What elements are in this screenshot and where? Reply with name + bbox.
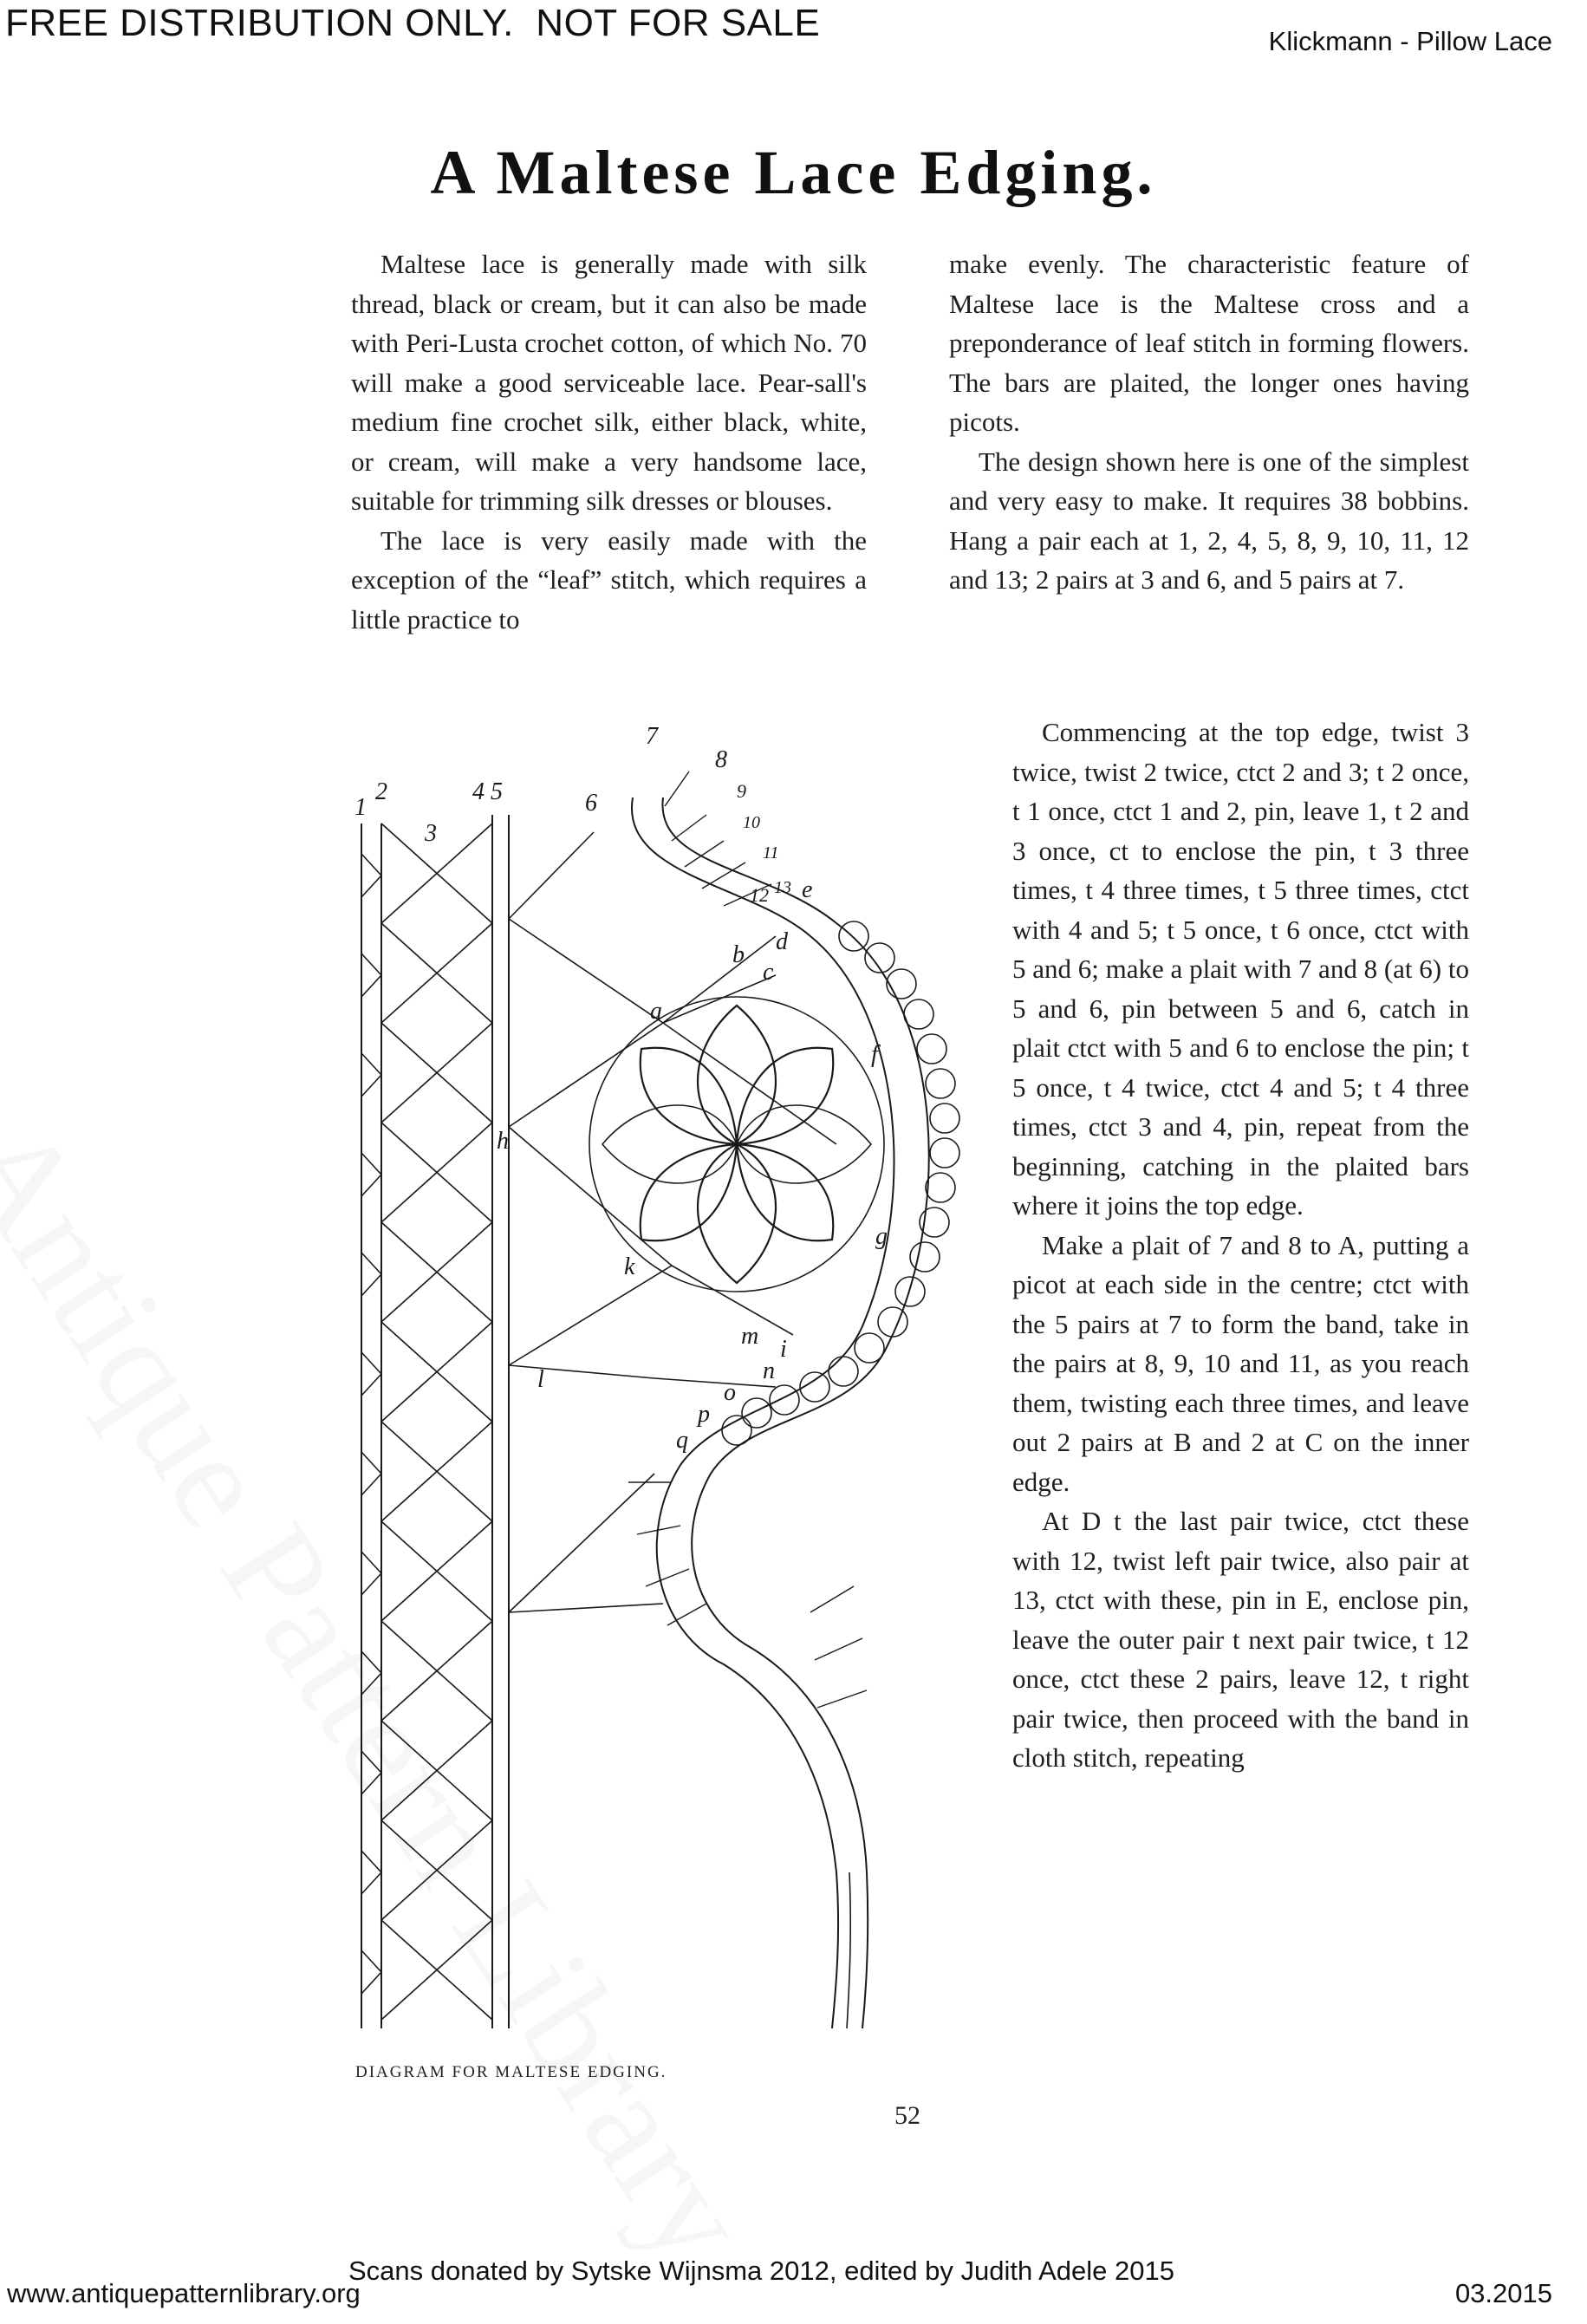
lattice-tick [361, 854, 381, 876]
label-q: q [676, 1427, 688, 1454]
label-a: a [650, 998, 662, 1025]
book-title-header: Klickmann - Pillow Lace [1268, 26, 1552, 56]
article-title: A Maltese Lace Edging. [430, 138, 1157, 207]
lace-diagram [342, 719, 1001, 2054]
picot-loop [829, 1357, 858, 1386]
lattice-tick [361, 1153, 381, 1175]
paragraph: At D t the last pair twice, ctct these with 12, twist left pair twice, also pair at 13, ctct with these, pin in E, enclose pin, leave the outer pair t next pair twice, t 12 once, ctct these 2 pairs, leave 12, t right pair twice, then proceed with the band in cloth stitch, repeating [1012, 1506, 1469, 1773]
right-column-bottom [1012, 713, 1469, 1778]
paragraph: The design shown here is one of the simplest and very easy to make. It requires 38 bobbins. Hang a pair each at 1, 2, 4, 5, 8, 9, 10, 11, 12 and 13; 2 pairs at 3 and 6, and 5 pairs at 7. [949, 446, 1469, 595]
lattice-tick [361, 1253, 381, 1274]
lattice-tick [361, 975, 381, 997]
lattice-tick [361, 1274, 381, 1296]
label-n: n [763, 1357, 775, 1384]
label-d: d [776, 928, 788, 955]
lattice-tick [361, 876, 381, 897]
lattice-tick [361, 1851, 381, 1872]
lattice-tick [361, 1773, 381, 1794]
label-g: g [875, 1223, 888, 1250]
label-b: b [732, 941, 745, 968]
lattice-tick [361, 1452, 381, 1474]
label-4-5: 4 5 [472, 778, 503, 805]
picot-loop [904, 999, 933, 1029]
label-h: h [497, 1128, 509, 1155]
footing-lines [361, 815, 509, 2028]
lattice-tick [361, 1374, 381, 1396]
paragraph: make evenly. The characteristic feature of Maltese lace is the Maltese cross and a preponderance of leaf stitch in forming flowers. The bars are plaited, the longer ones having picots. [949, 249, 1469, 437]
diagram-labels [354, 723, 888, 1454]
diagram-caption: DIAGRAM FOR MALTESE EDGING. [355, 2063, 667, 2081]
picot-loop [887, 969, 916, 999]
picot-loop [926, 1173, 955, 1202]
picot-loop [855, 1333, 884, 1363]
label-p: p [698, 1401, 710, 1428]
lattice-tick [361, 1552, 381, 1573]
scan-credits: Scans donated by Sytske Wijnsma 2012, edited by Judith Adele 2015 [348, 2256, 1174, 2286]
lattice-tick [361, 1673, 381, 1695]
label-c: c [763, 959, 774, 986]
lattice-tick [361, 1751, 381, 1773]
picot-loop [742, 1398, 771, 1428]
lattice-tick [361, 1053, 381, 1075]
distribution-banner: FREE DISTRIBUTION ONLY. NOT FOR SALE [5, 2, 821, 44]
lattice-tick [361, 1075, 381, 1097]
label-10: 10 [743, 813, 760, 832]
hatch-line [810, 1586, 854, 1612]
label-12: 12 [750, 884, 769, 906]
picot-loop [878, 1307, 907, 1337]
hatch-line [685, 841, 724, 867]
label-3: 3 [425, 820, 437, 847]
picot-edge [722, 921, 959, 1445]
hatch-line [665, 771, 689, 806]
picot-loop [910, 1242, 940, 1272]
page-number: 52 [894, 2101, 920, 2130]
label-2: 2 [375, 778, 387, 805]
paragraph: The lace is very easily made with the exception of the “leaf” stitch, which requires a little practice to [351, 524, 867, 635]
leaf-flower [589, 997, 884, 1292]
picot-loop [839, 921, 868, 951]
label-l: l [537, 1366, 544, 1393]
picot-loop [926, 1069, 955, 1098]
left-column [351, 244, 867, 639]
lattice-tick [361, 1474, 381, 1495]
serpentine-band [632, 797, 929, 2028]
lattice-tick [361, 1573, 381, 1595]
paragraph: Commencing at the top edge, twist 3 twice, twist 2 twice, ctct 2 and 3; t 2 once, t 1 once, ctct 1 and 2, pin, leave 1, t 2 and 3 once, ct to enclose the pin, t 3 three times, t 4 three times, t 5 three times, ctct with 4 and 5; t 5 once, t 6 once, ctct with 5 and 6; make a plait with 7 and 8 (at 6) to 5 and 6, pin between 5 and 6, catch in plait ctct with 5 and 6 to enclose the pin; t 5 once, t 4 twice, ctct 4 and 5; t 4 three times, ctct 3 and 4, pin, repeat from the beginning, catching in the plaited bars where it joins the top edge. [1012, 717, 1469, 1221]
label-7: 7 [646, 723, 658, 750]
edition-date: 03.2015 [1454, 2278, 1552, 2308]
label-e: e [802, 876, 813, 903]
website-link[interactable]: www.antiquepatternlibrary.org [7, 2278, 361, 2308]
paragraph: Make a plait of 7 and 8 to A, putting a picot at each side in the centre; ctct with the 5 pairs at 7 to form the band, take in the pairs at 8, 9, 10 and 11, as you reach them, twisting each three times, and leave out 2 pairs at B and 2 at C on the inner edge. [1012, 1229, 1469, 1497]
hatch-line [672, 815, 706, 841]
label-f: f [871, 1041, 878, 1068]
label-8: 8 [715, 746, 727, 773]
lattice-tick [361, 1872, 381, 1894]
label-13: 13 [774, 878, 791, 897]
label-k: k [624, 1253, 635, 1280]
label-i: i [780, 1336, 787, 1363]
picot-loop [930, 1103, 959, 1133]
picot-loop [895, 1277, 925, 1306]
picot-loop [770, 1385, 799, 1415]
label-6: 6 [585, 790, 597, 817]
hatch-line [646, 1569, 689, 1586]
lattice-tick [361, 1352, 381, 1374]
lattice-tick [361, 1175, 381, 1196]
label-m: m [741, 1323, 759, 1350]
hatch-line [817, 1690, 867, 1708]
right-column-top [949, 244, 1469, 600]
lattice-tick [361, 1972, 381, 1994]
label-o: o [724, 1379, 736, 1406]
picot-loop [930, 1138, 959, 1168]
picot-loop [917, 1034, 946, 1064]
lattice-tick [361, 1950, 381, 1972]
label-11: 11 [763, 843, 779, 863]
lattice-tick [361, 954, 381, 975]
label-1: 1 [354, 794, 367, 821]
lattice-tick [361, 1651, 381, 1673]
paragraph: Maltese lace is generally made with silk thread, black or cream, but it can also be made with Peri-Lusta crochet cotton, of which No. 70 will make a good serviceable lace. Pear-sall's medium fine crochet silk, either black, white, or cream, will make a very handsome lace, suitable for trimming silk dresses or blouses. [351, 249, 867, 516]
hatch-line [815, 1638, 862, 1660]
label-9: 9 [737, 780, 746, 802]
